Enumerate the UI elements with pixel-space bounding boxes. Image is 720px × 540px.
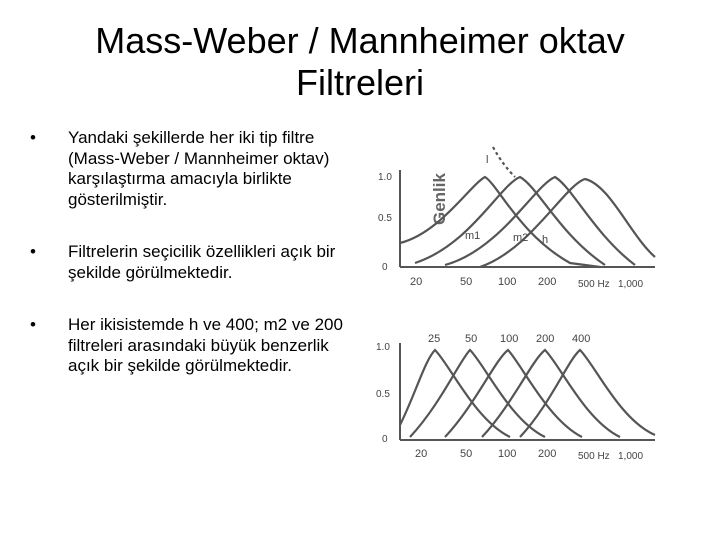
figure-bottom-xtick: 20 (415, 448, 428, 460)
figure-bottom-xtick: 200 (538, 448, 557, 460)
bullet-item (30, 315, 360, 377)
peak-label: 100 (500, 333, 519, 345)
curve-label-h: h (542, 234, 549, 246)
bullet-item (30, 128, 360, 210)
bullet-dot: • (30, 242, 36, 261)
curve-label-m1: m1 (465, 230, 481, 242)
peak-label: 50 (465, 333, 478, 345)
filter-curve-h (445, 177, 635, 265)
figure-top-ylabel: Genlik (430, 173, 449, 225)
peak-label: 400 (572, 333, 591, 345)
figure-bottom-ytick: 1.0 (376, 342, 390, 353)
peak-label: 200 (536, 333, 555, 345)
figure-top-ytick: 0 (382, 262, 388, 273)
octave-curve-400 (520, 350, 655, 437)
figure-top-xtick: 50 (460, 276, 473, 288)
filter-response-figure-bottom (370, 325, 660, 475)
figure-bottom-xtick: 1,000 (618, 451, 644, 462)
curve-label-l: l (486, 154, 489, 166)
filter-response-figure-top (370, 125, 660, 300)
peak-label: 25 (428, 333, 441, 345)
figure-bottom-ytick: 0 (382, 434, 388, 445)
figure-bottom-ytick: 0.5 (376, 389, 390, 400)
figure-top-ytick: 1.0 (378, 172, 392, 183)
figure-top-xtick: 20 (410, 276, 423, 288)
bullet-item (30, 242, 360, 283)
figure-bottom-xtick: 500 Hz (578, 451, 610, 462)
figure-top-ytick: 0.5 (378, 213, 392, 224)
bullet-dot: • (30, 315, 36, 334)
figure-bottom-curves (400, 350, 655, 437)
figure-top-xtick: 100 (498, 276, 517, 288)
figure-top-xtick: 200 (538, 276, 557, 288)
bullet-list (30, 128, 360, 409)
curve-label-m2: m2 (513, 232, 529, 244)
figure-top-xtick: 500 Hz (578, 279, 610, 290)
filter-curve-l (480, 179, 655, 267)
figure-bottom-xtick: 100 (498, 448, 517, 460)
figure-bottom-xtick: 50 (460, 448, 473, 460)
slide-title: Mass-Weber / Mannheimer oktav Filtreleri (95, 20, 625, 103)
bullet-text: Filtrelerin seçicilik özellikleri açık bir şekilde görülmektedir. (68, 242, 336, 282)
figure-top-xtick: 1,000 (618, 279, 644, 290)
bullet-dot: • (30, 128, 36, 147)
bullet-text: Her ikisistemde h ve 400; m2 ve 200 filtreleri arasındaki büyük benzerlik açık bir şekilde görülmektedir. (68, 315, 343, 375)
bullet-text: Yandaki şekillerde her iki tip filtre (Mass-Weber / Mannheimer oktav) karşılaştırma amacıyla birlikte gösterilmiştir. (68, 128, 330, 209)
filter-curve-dashed (493, 147, 515, 177)
